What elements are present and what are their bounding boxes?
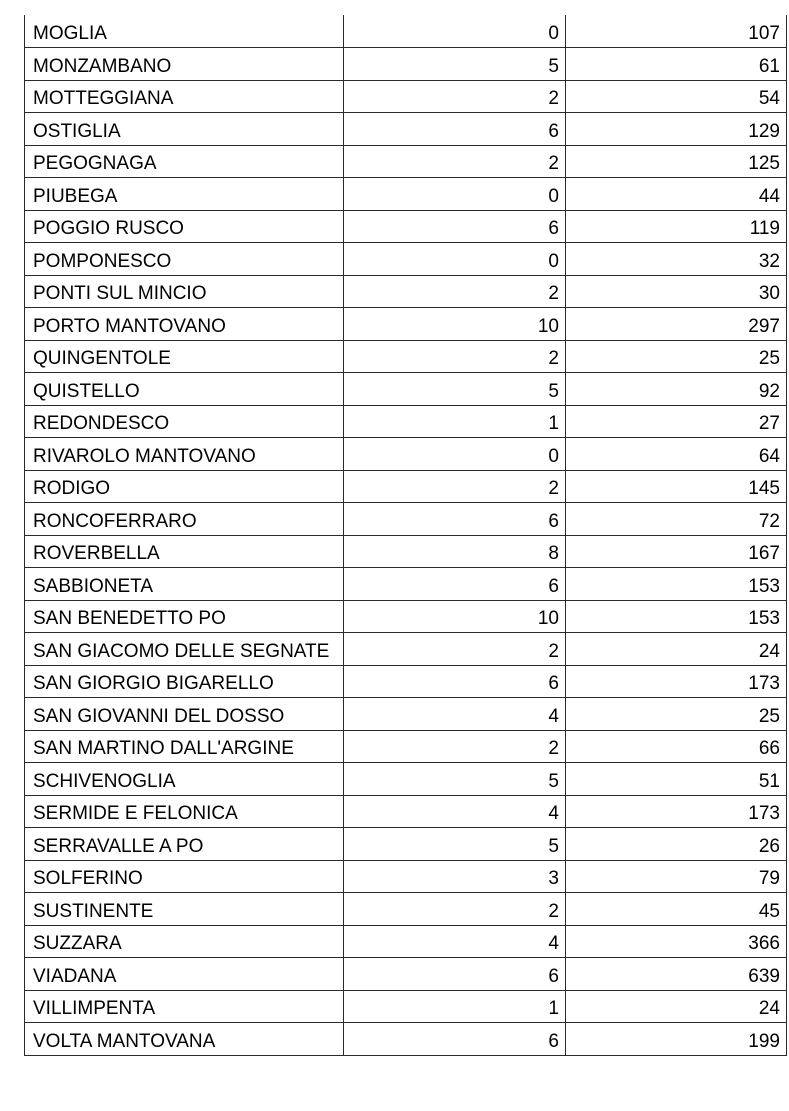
count-cell: 6 [344,958,566,991]
count-cell: 0 [344,438,566,471]
municipality-name-cell: POGGIO RUSCO [25,210,344,243]
total-cell: 153 [566,600,787,633]
count-cell: 6 [344,1023,566,1056]
table-row [25,665,787,698]
table-row [25,113,787,146]
count-cell: 4 [344,795,566,828]
table-row [25,633,787,666]
total-cell: 45 [566,893,787,926]
count-cell: 3 [344,860,566,893]
count-cell: 4 [344,698,566,731]
total-cell: 92 [566,373,787,406]
municipality-name-cell: MOTTEGGIANA [25,80,344,113]
municipality-name-cell: SUSTINENTE [25,893,344,926]
count-cell: 0 [344,178,566,211]
table-row [25,1023,787,1056]
municipality-name-cell: MONZAMBANO [25,48,344,81]
count-cell: 2 [344,145,566,178]
municipality-name-cell: RONCOFERRARO [25,503,344,536]
total-cell: 129 [566,113,787,146]
table-row [25,568,787,601]
table-row [25,178,787,211]
total-cell: 153 [566,568,787,601]
table-row [25,470,787,503]
municipality-name-cell: RODIGO [25,470,344,503]
municipality-name-cell: RIVAROLO MANTOVANO [25,438,344,471]
total-cell: 125 [566,145,787,178]
count-cell: 2 [344,730,566,763]
table-row [25,373,787,406]
count-cell: 0 [344,15,566,48]
table-row [25,503,787,536]
count-cell: 6 [344,210,566,243]
table-row [25,893,787,926]
count-cell: 1 [344,990,566,1023]
table-row [25,340,787,373]
count-cell: 8 [344,535,566,568]
table-row [25,925,787,958]
total-cell: 173 [566,665,787,698]
total-cell: 173 [566,795,787,828]
municipality-name-cell: ROVERBELLA [25,535,344,568]
municipality-name-cell: VIADANA [25,958,344,991]
municipality-name-cell: SERMIDE E FELONICA [25,795,344,828]
table-row [25,600,787,633]
table-row [25,210,787,243]
count-cell: 6 [344,568,566,601]
total-cell: 199 [566,1023,787,1056]
table-row [25,243,787,276]
municipality-name-cell: QUINGENTOLE [25,340,344,373]
table-row [25,828,787,861]
total-cell: 119 [566,210,787,243]
municipality-name-cell: SAN GIORGIO BIGARELLO [25,665,344,698]
total-cell: 79 [566,860,787,893]
count-cell: 2 [344,633,566,666]
total-cell: 30 [566,275,787,308]
count-cell: 4 [344,925,566,958]
count-cell: 5 [344,763,566,796]
total-cell: 25 [566,340,787,373]
total-cell: 44 [566,178,787,211]
count-cell: 10 [344,600,566,633]
total-cell: 167 [566,535,787,568]
count-cell: 5 [344,828,566,861]
total-cell: 32 [566,243,787,276]
municipality-name-cell: SCHIVENOGLIA [25,763,344,796]
count-cell: 1 [344,405,566,438]
total-cell: 64 [566,438,787,471]
count-cell: 6 [344,113,566,146]
count-cell: 10 [344,308,566,341]
count-cell: 2 [344,275,566,308]
municipality-name-cell: SAN GIACOMO DELLE SEGNATE [25,633,344,666]
municipality-name-cell: OSTIGLIA [25,113,344,146]
count-cell: 5 [344,48,566,81]
municipality-name-cell: SUZZARA [25,925,344,958]
total-cell: 25 [566,698,787,731]
total-cell: 24 [566,990,787,1023]
count-cell: 6 [344,665,566,698]
table-row [25,860,787,893]
total-cell: 66 [566,730,787,763]
total-cell: 27 [566,405,787,438]
municipality-name-cell: SAN MARTINO DALL'ARGINE [25,730,344,763]
municipality-name-cell: SABBIONETA [25,568,344,601]
municipality-name-cell: SAN GIOVANNI DEL DOSSO [25,698,344,731]
total-cell: 145 [566,470,787,503]
municipality-name-cell: PIUBEGA [25,178,344,211]
table-row [25,80,787,113]
table-row [25,990,787,1023]
table-row [25,795,787,828]
table-row [25,698,787,731]
total-cell: 639 [566,958,787,991]
table-row [25,535,787,568]
municipality-name-cell: SERRAVALLE A PO [25,828,344,861]
table-row [25,145,787,178]
count-cell: 2 [344,893,566,926]
table-row [25,730,787,763]
table-row [25,308,787,341]
table-row [25,763,787,796]
municipality-table [24,15,787,1056]
municipality-name-cell: SOLFERINO [25,860,344,893]
municipality-name-cell: VILLIMPENTA [25,990,344,1023]
table-row [25,438,787,471]
municipality-name-cell: QUISTELLO [25,373,344,406]
table-row [25,275,787,308]
data-sheet [24,15,786,1056]
municipality-name-cell: PEGOGNAGA [25,145,344,178]
total-cell: 107 [566,15,787,48]
municipality-name-cell: PORTO MANTOVANO [25,308,344,341]
count-cell: 6 [344,503,566,536]
total-cell: 54 [566,80,787,113]
municipality-name-cell: VOLTA MANTOVANA [25,1023,344,1056]
municipality-name-cell: PONTI SUL MINCIO [25,275,344,308]
table-row [25,405,787,438]
table-body [25,15,787,1055]
total-cell: 61 [566,48,787,81]
table-row [25,15,787,48]
table-row [25,958,787,991]
municipality-name-cell: POMPONESCO [25,243,344,276]
count-cell: 2 [344,470,566,503]
total-cell: 72 [566,503,787,536]
municipality-name-cell: MOGLIA [25,15,344,48]
municipality-name-cell: REDONDESCO [25,405,344,438]
count-cell: 0 [344,243,566,276]
count-cell: 5 [344,373,566,406]
total-cell: 24 [566,633,787,666]
table-row [25,48,787,81]
count-cell: 2 [344,340,566,373]
total-cell: 297 [566,308,787,341]
total-cell: 26 [566,828,787,861]
municipality-name-cell: SAN BENEDETTO PO [25,600,344,633]
count-cell: 2 [344,80,566,113]
total-cell: 366 [566,925,787,958]
total-cell: 51 [566,763,787,796]
